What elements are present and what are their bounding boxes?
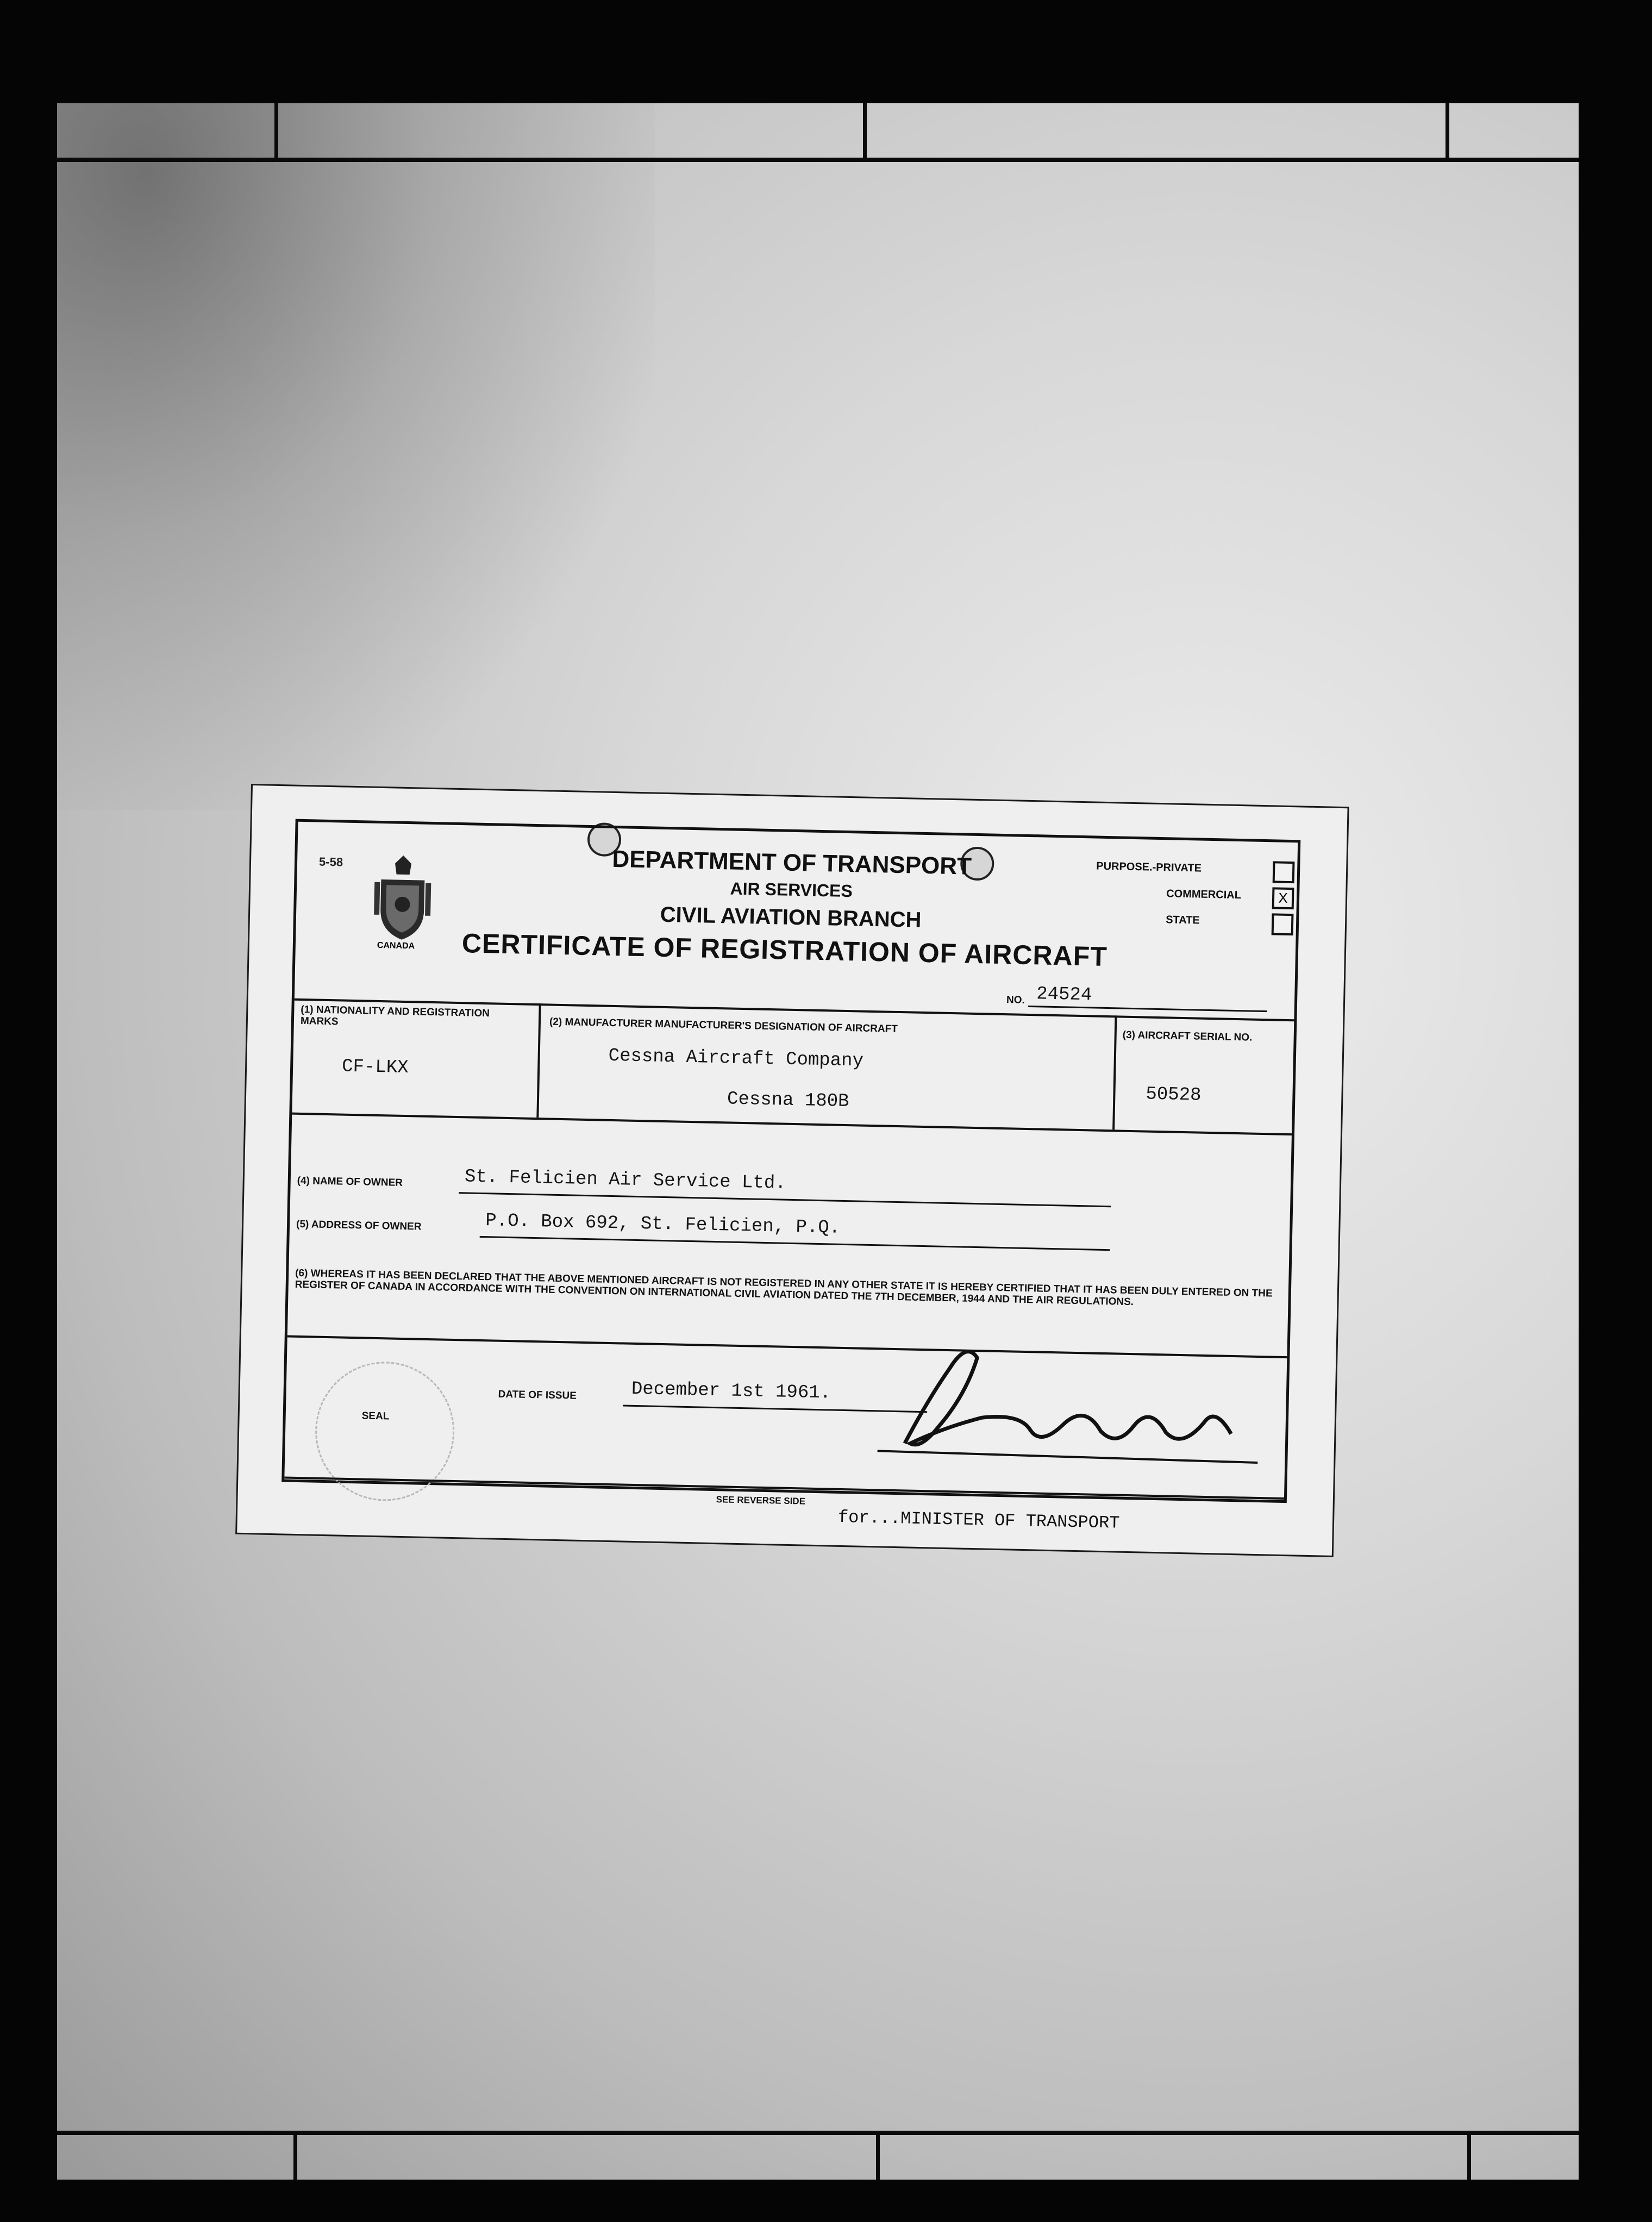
canada-coat-of-arms — [369, 850, 436, 954]
see-reverse-label: SEE REVERSE SIDE — [716, 1494, 806, 1507]
number-underline — [1028, 1006, 1267, 1012]
purpose-private-checkbox — [1273, 861, 1295, 883]
field1-label: (1) NATIONALITY AND REGISTRATION MARKS — [300, 1003, 490, 1028]
frame-divider-4 — [293, 2131, 297, 2180]
seal-label: SEAL — [361, 1410, 390, 1422]
designation-value: Cessna 180B — [727, 1089, 849, 1113]
frame-divider-3 — [1446, 103, 1449, 158]
certificate-title: CERTIFICATE OF REGISTRATION OF AIRCRAFT — [461, 928, 1108, 972]
frame-divider-5 — [876, 2131, 880, 2180]
certificate-number: 24524 — [1036, 984, 1092, 1006]
purpose-private-label: PURPOSE.-PRIVATE — [1096, 860, 1202, 875]
registration-marks: CF-LKX — [341, 1056, 409, 1079]
branch-title: CIVIL AVIATION BRANCH — [660, 902, 922, 932]
owner-label: (4) NAME OF OWNER — [297, 1175, 403, 1189]
signature-image — [855, 1334, 1271, 1473]
address-underline — [480, 1236, 1110, 1251]
frame-divider-6 — [1467, 2131, 1471, 2180]
registration-certificate-card — [237, 785, 1347, 1556]
date-of-issue-label: DATE OF ISSUE — [498, 1388, 577, 1402]
air-services-title: AIR SERVICES — [730, 878, 853, 901]
number-label: NO. — [1006, 994, 1025, 1006]
sheet-shading — [57, 103, 655, 810]
crest-icon — [369, 850, 436, 954]
owner-underline — [459, 1192, 1111, 1207]
owner-address: P.O. Box 692, St. Felicien, P.Q. — [485, 1210, 841, 1239]
purpose-state-label: STATE — [1165, 914, 1200, 927]
owner-name: St. Felicien Air Service Ltd. — [464, 1166, 786, 1194]
purpose-commercial-label: COMMERCIAL — [1166, 888, 1242, 902]
crest-caption: CANADA — [377, 940, 415, 951]
purpose-state-checkbox — [1272, 913, 1294, 935]
manufacturer-value: Cessna Aircraft Company — [608, 1045, 864, 1072]
frame-divider-1 — [274, 103, 278, 158]
date-of-issue-value: December 1st 1961. — [631, 1378, 831, 1404]
field3-label: (3) AIRCRAFT SERIAL NO. — [1122, 1029, 1253, 1044]
field3-divider — [1112, 1015, 1117, 1129]
frame-bottom-line — [57, 2131, 1579, 2135]
serial-number: 50528 — [1146, 1084, 1202, 1106]
frame-top-line — [57, 158, 1579, 162]
field1-divider — [536, 1003, 541, 1118]
frame-divider-2 — [863, 103, 867, 158]
department-title: DEPARTMENT OF TRANSPORT — [611, 845, 972, 880]
minister-line: for...MINISTER OF TRANSPORT — [837, 1507, 1120, 1533]
field2-label: (2) MANUFACTURER MANUFACTURER'S DESIGNATION OF AIRCRAFT — [549, 1016, 898, 1035]
address-label: (5) ADDRESS OF OWNER — [296, 1218, 422, 1233]
declaration-text: (6) WHEREAS IT HAS BEEN DECLARED THAT THE ABOVE MENTIONED AIRCRAFT IS NOT REGISTERED IN ANY OTHER STATE IT IS HEREBY CERTIFIED THAT IT HAS BEEN DULY ENTERED ON THE REGISTER OF CANADA IN ACCORDANCE WITH THE CONVENTION ON INTERNATIONAL CIVIL AVIATION DATED THE 7TH DECEMBER, 1944 AND THE AIR REGULATIONS. — [295, 1267, 1273, 1308]
table-bottom-rule — [292, 1113, 1292, 1136]
certificate-form — [281, 819, 1300, 1503]
form-number: 5-58 — [318, 854, 343, 869]
purpose-commercial-checkbox: X — [1272, 887, 1294, 909]
